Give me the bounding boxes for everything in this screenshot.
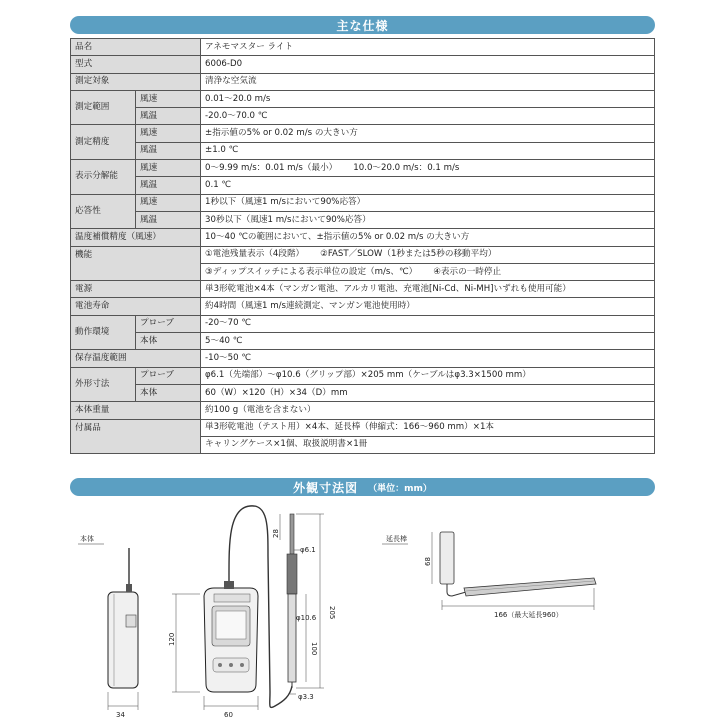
dim-34: 34 bbox=[116, 711, 125, 719]
row-label: 電源 bbox=[71, 281, 201, 298]
spec-title: 主な仕様 bbox=[336, 18, 389, 33]
table-row bbox=[71, 56, 655, 73]
row-value: 約4時間（風速1 m/s連続測定、マンガン電池使用時） bbox=[201, 298, 655, 315]
row-value: 約100 g（電池を含まない） bbox=[201, 402, 655, 419]
row-label: 表示分解能 bbox=[71, 160, 136, 195]
row-value: 清浄な空気流 bbox=[201, 73, 655, 90]
row-value bbox=[201, 263, 655, 280]
row-value-part: 0～9.99 m/s：0.01 m/s（最小） bbox=[205, 162, 338, 173]
table-row bbox=[71, 281, 655, 298]
row-value: 単3形乾電池（テスト用）×4本、延長棒（伸縮式：166～960 mm）×1本 bbox=[201, 419, 655, 436]
table-row bbox=[71, 39, 655, 56]
row-label: 電池寿命 bbox=[71, 298, 201, 315]
drawing-unit: （単位：mm） bbox=[368, 483, 432, 494]
extension-rod-drawing bbox=[424, 532, 596, 619]
row-sublabel: 風温 bbox=[136, 142, 201, 159]
row-value: 単3形乾電池×4本（マンガン電池、アルカリ電池、充電池[Ni-Cd、Ni-MH]いずれも使用可能） bbox=[201, 281, 655, 298]
table-row bbox=[71, 298, 655, 315]
row-label: 動作環境 bbox=[71, 315, 136, 350]
row-value-part: ③ディップスイッチによる表示単位の設定（m/s、℃） bbox=[205, 266, 418, 277]
row-label: 型式 bbox=[71, 56, 201, 73]
row-value: 30秒以下（風速1 m/sにおいて90%応答） bbox=[201, 211, 655, 228]
row-label: 温度補償精度（風速） bbox=[71, 229, 201, 246]
row-value: -10～50 ℃ bbox=[201, 350, 655, 367]
dim-phi106: φ10.6 bbox=[296, 614, 317, 622]
dim-60: 60 bbox=[224, 711, 233, 719]
row-value: 0.01～20.0 m/s bbox=[201, 90, 655, 107]
row-sublabel: プローブ bbox=[136, 367, 201, 384]
row-value: アネモマスター ライト bbox=[201, 39, 655, 56]
row-sublabel: 本体 bbox=[136, 333, 201, 350]
side-view-drawing bbox=[108, 548, 138, 719]
drawing-title-banner bbox=[70, 478, 655, 496]
body-label: 本体 bbox=[80, 535, 94, 543]
row-label: 測定精度 bbox=[71, 125, 136, 160]
spec-table bbox=[70, 38, 655, 454]
table-row bbox=[71, 384, 655, 401]
dimension-drawing bbox=[0, 496, 726, 726]
rod-label: 延長棒 bbox=[386, 535, 407, 543]
row-label: 応答性 bbox=[71, 194, 136, 229]
row-value: ±1.0 ℃ bbox=[201, 142, 655, 159]
row-sublabel: 風速 bbox=[136, 160, 201, 177]
row-label: 外形寸法 bbox=[71, 367, 136, 402]
dim-phi61: φ6.1 bbox=[300, 546, 316, 554]
table-row bbox=[71, 211, 655, 228]
table-row bbox=[71, 246, 655, 263]
dim-166: 166（最大延長960） bbox=[494, 611, 563, 619]
row-label: 測定範囲 bbox=[71, 90, 136, 125]
table-row bbox=[71, 125, 655, 142]
row-sublabel: 風温 bbox=[136, 177, 201, 194]
row-sublabel: 風速 bbox=[136, 90, 201, 107]
row-value: 10～40 ℃の範囲において、±指示値の5% or 0.02 m/s の大きい方 bbox=[201, 229, 655, 246]
table-row bbox=[71, 350, 655, 367]
row-value: 5～40 ℃ bbox=[201, 333, 655, 350]
table-row bbox=[71, 402, 655, 419]
row-sublabel: 風温 bbox=[136, 211, 201, 228]
dim-205: 205 bbox=[328, 606, 336, 620]
row-label: 付属品 bbox=[71, 419, 201, 454]
row-value: -20.0～70.0 ℃ bbox=[201, 108, 655, 125]
table-row bbox=[71, 367, 655, 384]
row-value-part: ④表示の一時停止 bbox=[433, 266, 502, 277]
row-value bbox=[201, 246, 655, 263]
dim-100: 100 bbox=[310, 642, 318, 656]
table-row bbox=[71, 194, 655, 211]
dim-phi33: φ3.3 bbox=[298, 693, 314, 701]
probe-drawing bbox=[272, 514, 336, 701]
row-label: 品名 bbox=[71, 39, 201, 56]
row-value: φ6.1（先端部）～φ10.6（グリップ部）×205 mm（ケーブルはφ3.3×1500 mm） bbox=[201, 367, 655, 384]
table-row bbox=[71, 177, 655, 194]
table-row bbox=[71, 90, 655, 107]
row-sublabel: 風速 bbox=[136, 125, 201, 142]
table-row bbox=[71, 108, 655, 125]
row-label: 本体重量 bbox=[71, 402, 201, 419]
row-value-part: ①電池残量表示（4段階） bbox=[205, 249, 305, 260]
table-row bbox=[71, 333, 655, 350]
row-value-part: ②FAST／SLOW（1秒または5秒の移動平均） bbox=[320, 249, 497, 260]
dim-28: 28 bbox=[272, 529, 280, 538]
row-value: 1秒以下（風速1 m/sにおいて90%応答） bbox=[201, 194, 655, 211]
row-value: 60（W）×120（H）×34（D）mm bbox=[201, 384, 655, 401]
row-value: -20～70 ℃ bbox=[201, 315, 655, 332]
row-sublabel: 風温 bbox=[136, 108, 201, 125]
table-row bbox=[71, 229, 655, 246]
row-value: 0.1 ℃ bbox=[201, 177, 655, 194]
table-row bbox=[71, 315, 655, 332]
row-sublabel: プローブ bbox=[136, 315, 201, 332]
row-value: 6006-D0 bbox=[201, 56, 655, 73]
spec-title-banner bbox=[70, 16, 655, 34]
row-value bbox=[201, 160, 655, 177]
row-sublabel: 風速 bbox=[136, 194, 201, 211]
row-value: ±指示値の5% or 0.02 m/s の大きい方 bbox=[201, 125, 655, 142]
row-label: 機能 bbox=[71, 246, 201, 281]
table-row bbox=[71, 142, 655, 159]
table-row bbox=[71, 419, 655, 436]
row-value: キャリングケース×1個、取扱説明書×1冊 bbox=[201, 436, 655, 453]
dim-120: 120 bbox=[168, 632, 176, 646]
dim-68: 68 bbox=[424, 557, 432, 566]
table-row bbox=[71, 73, 655, 90]
row-value-part: 10.0～20.0 m/s：0.1 m/s bbox=[353, 162, 460, 173]
row-label: 測定対象 bbox=[71, 73, 201, 90]
row-sublabel: 本体 bbox=[136, 384, 201, 401]
row-label: 保存温度範囲 bbox=[71, 350, 201, 367]
table-row bbox=[71, 160, 655, 177]
drawing-title: 外観寸法図 bbox=[293, 480, 359, 495]
